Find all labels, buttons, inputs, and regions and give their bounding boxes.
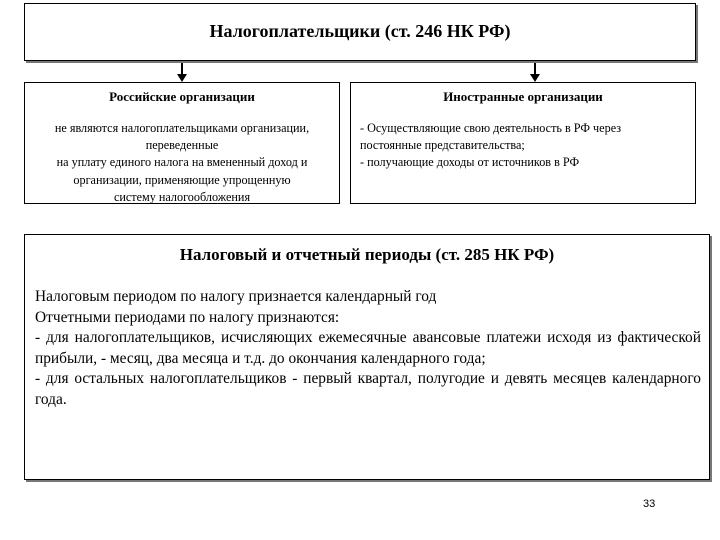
text-line: - получающие доходы от источников в РФ: [360, 155, 580, 170]
arrowhead-right-icon: [530, 74, 540, 82]
paragraph: - для остальных налогоплательщиков - первый квартал, полугодие и девять месяцев календарного года.: [35, 370, 701, 408]
foreign-orgs-box: [350, 82, 696, 204]
russian-orgs-title: Российские организации: [109, 89, 255, 104]
text-line: - Осуществляющие свою деятельность в РФ через: [360, 121, 622, 135]
text-line: не являются налогоплательщиками организации,: [54, 121, 310, 135]
paragraph: Отчетными периодами по налогу признаются:: [35, 308, 340, 326]
foreign-orgs-title: Иностранные организации: [443, 89, 603, 104]
russian-orgs-text: [29, 120, 335, 206]
text-line: постоянные представительства;: [360, 138, 525, 153]
text-line: организации, применяющие упрощенную: [73, 172, 291, 187]
foreign-orgs-text: [360, 120, 689, 172]
tax-period-text: [35, 287, 701, 410]
russian-orgs-box: [24, 82, 340, 204]
page-number: 33: [643, 498, 656, 510]
arrowhead-left-icon: [177, 74, 187, 82]
tax-period-title: Налоговый и отчетный периоды (ст. 285 НК РФ): [179, 245, 555, 264]
text-line: систему налогообложения: [113, 189, 251, 204]
taxpayers-box: [24, 3, 696, 61]
paragraph: - для налогоплательщиков, исчисляющих ежемесячные авансовые платежи исходя из фактической прибыли, - месяц, два месяца и т.д. до окончания календарного года;: [35, 329, 701, 367]
taxpayers-title: Налогоплательщики (ст. 246 НК РФ): [209, 21, 511, 41]
text-line: переведенные: [145, 138, 219, 153]
tax-period-box: [24, 234, 710, 480]
text-line: на уплату единого налога на вмененный доход и: [56, 155, 308, 170]
paragraph: Налоговым периодом по налогу признается календарный год: [35, 288, 437, 305]
